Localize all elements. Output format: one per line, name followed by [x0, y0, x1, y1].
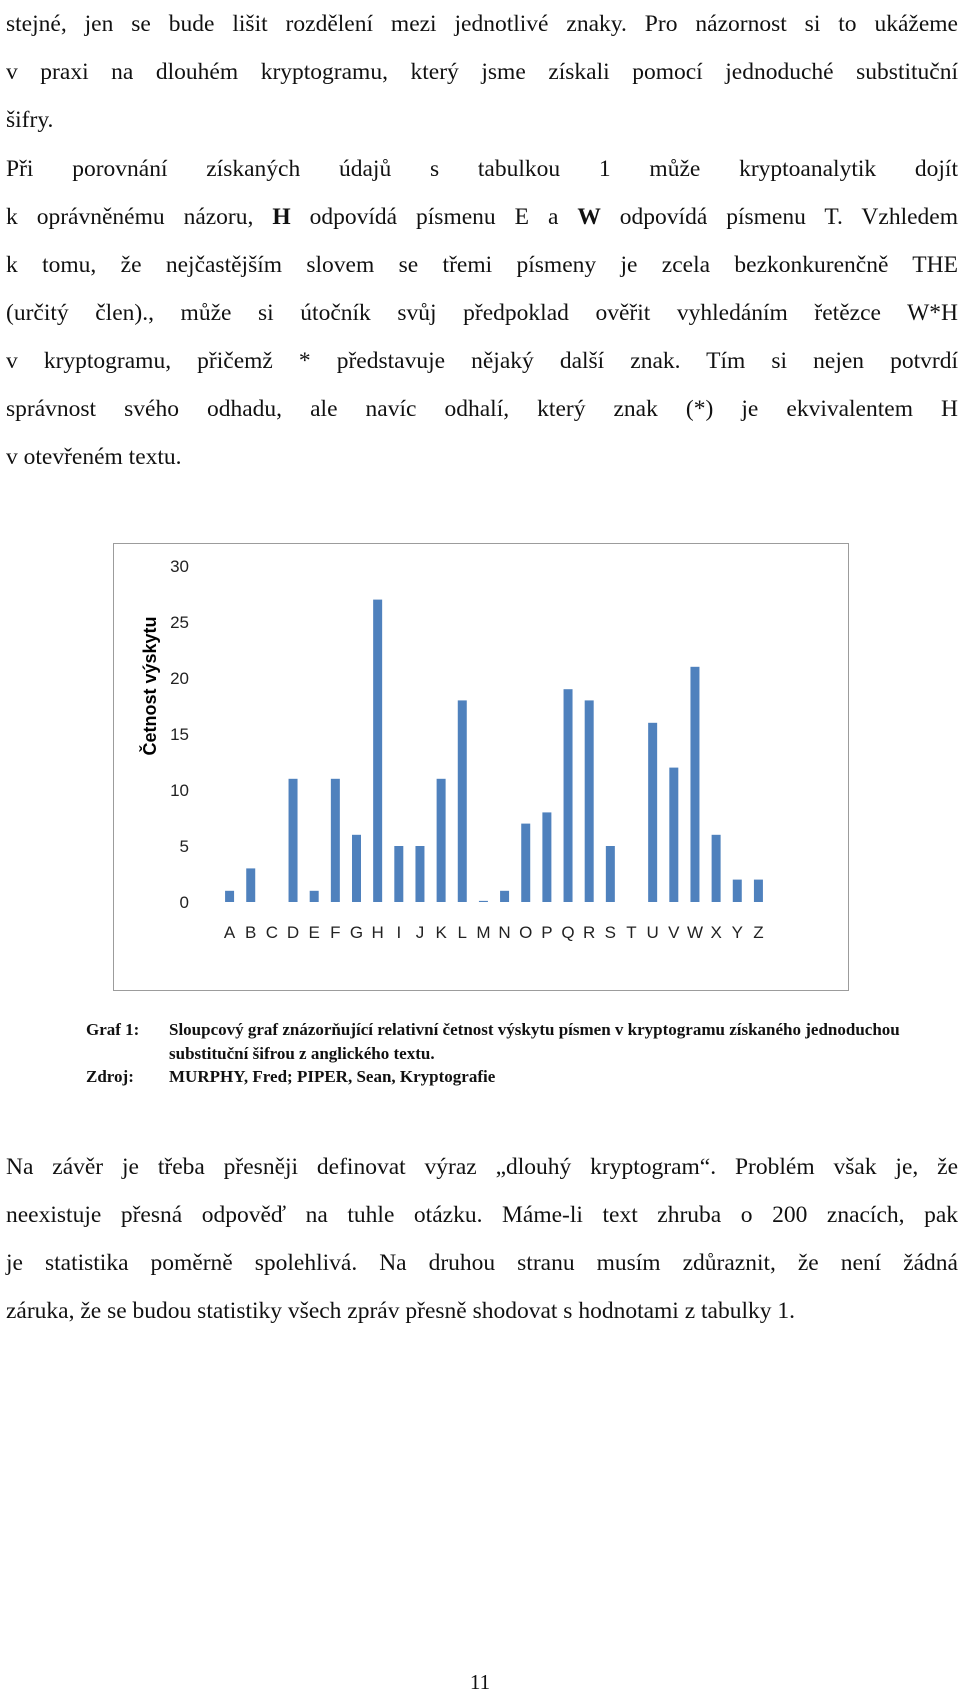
- paragraph-intro: [6, 0, 958, 144]
- text-line: v praxi na dlouhém kryptogramu, který jsme získali pomocí jednoduché substituční: [6, 59, 958, 85]
- x-tick-label: X: [710, 923, 722, 942]
- bar-b: [246, 868, 255, 902]
- text-line: v otevřeném textu.: [6, 444, 182, 470]
- bar-a: [225, 891, 234, 902]
- bar-u: [648, 723, 657, 902]
- x-tick-label: L: [457, 923, 468, 942]
- caption-graph-key: Graf 1:: [86, 1020, 140, 1039]
- x-axis-ticks: [224, 923, 764, 942]
- y-tick-label: 10: [170, 781, 189, 800]
- paragraph-conclusion: [6, 1143, 958, 1335]
- x-tick-label: R: [583, 923, 596, 942]
- x-tick-label: J: [415, 923, 425, 942]
- x-tick-label: E: [308, 923, 320, 942]
- bar-z: [754, 880, 763, 902]
- x-tick-label: B: [245, 923, 257, 942]
- bar-q: [564, 689, 573, 902]
- bold-letter-h: H: [272, 204, 291, 230]
- x-tick-label: O: [519, 923, 533, 942]
- text-line: (určitý člen)., může si útočník svůj předpoklad ověřit vyhledáním řetězce W*H: [6, 300, 958, 326]
- bars: [225, 600, 763, 902]
- bar-e: [310, 891, 319, 902]
- text-fragment: odpovídá písmenu E a: [290, 204, 578, 230]
- y-axis-label: Četnost výskytu: [140, 616, 160, 756]
- caption-source-key: Zdroj:: [86, 1067, 134, 1086]
- text-line: neexistuje přesná odpověď na tuhle otázku. Máme-li text zhruba o 200 znacích, pak: [6, 1202, 958, 1228]
- caption-source-text: MURPHY, Fred; PIPER, Sean, Kryptografie: [169, 1067, 496, 1086]
- bold-letter-w: W: [577, 204, 601, 230]
- bar-r: [585, 700, 594, 902]
- bar-s: [606, 846, 615, 902]
- x-tick-label: M: [476, 923, 491, 942]
- bar-n: [500, 891, 509, 902]
- figure-caption: [86, 1018, 956, 1089]
- text-line: v kryptogramu, přičemž * představuje nějaký další znak. Tím si nejen potvrdí: [6, 348, 958, 374]
- chart-canvas: [114, 544, 848, 990]
- x-tick-label: Q: [561, 923, 575, 942]
- bar-y: [733, 880, 742, 902]
- bar-x: [712, 835, 721, 902]
- x-tick-label: N: [498, 923, 511, 942]
- x-tick-label: K: [435, 923, 447, 942]
- y-tick-label: 5: [179, 837, 189, 856]
- x-tick-label: C: [265, 923, 279, 942]
- x-tick-label: D: [286, 923, 300, 942]
- paragraph-analysis: [6, 145, 958, 481]
- bar-i: [394, 846, 403, 902]
- text-line: správnost svého odhadu, ale navíc odhalí, který znak (*) je ekvivalentem H: [6, 396, 958, 422]
- x-tick-label: W: [686, 923, 703, 942]
- bar-d: [289, 779, 298, 902]
- bar-o: [521, 824, 530, 902]
- bar-f: [331, 779, 340, 902]
- bar-v: [669, 768, 678, 902]
- bar-k: [437, 779, 446, 902]
- y-tick-label: 20: [170, 669, 189, 688]
- y-tick-label: 0: [179, 893, 189, 912]
- y-tick-label: 30: [170, 557, 189, 576]
- y-tick-label: 25: [170, 613, 189, 632]
- text-line-with-bold: [6, 193, 958, 241]
- bar-g: [352, 835, 361, 902]
- bar-m: [479, 901, 488, 902]
- bar-h: [373, 600, 382, 902]
- x-tick-label: G: [349, 923, 364, 942]
- x-tick-label: Z: [753, 923, 764, 942]
- x-tick-label: P: [541, 923, 553, 942]
- frequency-bar-chart: [113, 543, 849, 991]
- bar-j: [415, 846, 424, 902]
- x-tick-label: Y: [731, 923, 743, 942]
- y-axis-ticks: [170, 557, 189, 912]
- bar-w: [690, 667, 699, 902]
- text-fragment: k oprávněnému názoru,: [6, 204, 273, 230]
- bar-p: [542, 812, 551, 902]
- caption-source-row: [86, 1065, 956, 1089]
- caption-graph-text: Sloupcový graf znázorňující relativní četnost výskytu písmen v kryptogramu získaného jednoduchou substituční šifrou z anglického textu.: [169, 1020, 900, 1063]
- text-line: Při porovnání získaných údajů s tabulkou 1 může kryptoanalytik dojít: [6, 156, 958, 182]
- text-line: stejné, jen se bude lišit rozdělení mezi jednotlivé znaky. Pro názornost si to ukážeme: [6, 11, 958, 37]
- x-tick-label: F: [330, 923, 341, 942]
- text-line: Na závěr je třeba přesněji definovat výraz „dlouhý kryptogram“. Problém však je, že: [6, 1154, 958, 1180]
- x-tick-label: U: [646, 923, 659, 942]
- caption-graph-row: [86, 1018, 956, 1065]
- bar-l: [458, 700, 467, 902]
- x-tick-label: H: [371, 923, 384, 942]
- x-tick-label: T: [626, 923, 637, 942]
- x-tick-label: A: [223, 923, 236, 942]
- text-line: k tomu, že nejčastějším slovem se třemi písmeny je zcela bezkonkurenčně THE: [6, 252, 958, 278]
- y-tick-label: 15: [170, 725, 189, 744]
- x-tick-label: V: [668, 923, 680, 942]
- x-tick-label: S: [604, 923, 617, 942]
- text-fragment: odpovídá písmenu T. Vzhledem: [600, 204, 958, 230]
- text-line: je statistika poměrně spolehlivá. Na druhou stranu musím zdůraznit, že není žádná: [6, 1250, 958, 1276]
- text-line: záruka, že se budou statistiky všech zpráv přesně shodovat s hodnotami z tabulky 1.: [6, 1298, 796, 1324]
- page-number: 11: [469, 1670, 491, 1694]
- text-line: šifry.: [6, 107, 54, 133]
- x-tick-label: I: [396, 923, 402, 942]
